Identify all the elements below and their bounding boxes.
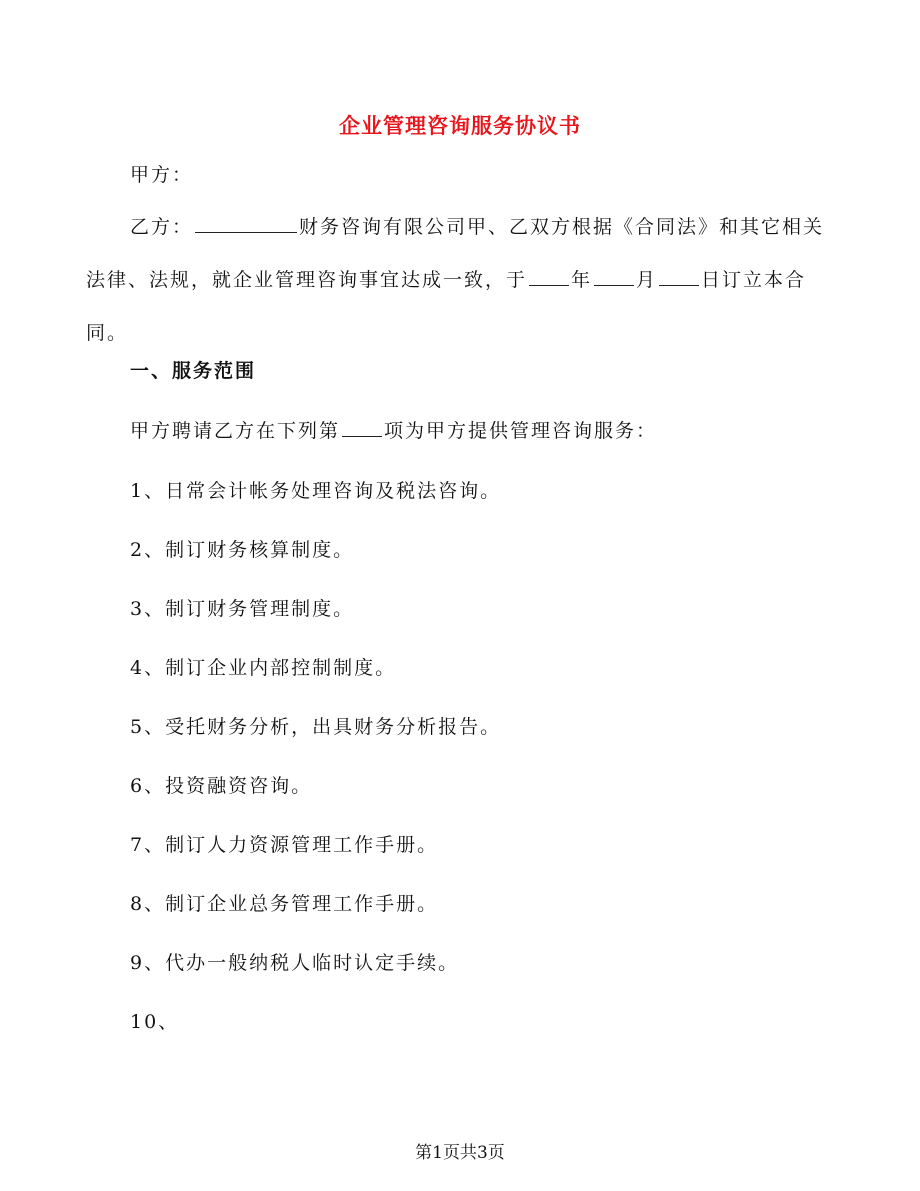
- list-item: 5、受托财务分析，出具财务分析报告。: [130, 716, 502, 738]
- list-item: 2、制订财务核算制度。: [130, 539, 355, 561]
- day-blank: [659, 284, 699, 286]
- document-title: 企业管理咨询服务协议书: [339, 113, 581, 138]
- scope-intro: [130, 416, 657, 443]
- year-blank: [529, 284, 569, 286]
- scope-intro-a: 甲方聘请乙方在下列第: [130, 420, 341, 442]
- party-b-label: 乙方：: [130, 216, 194, 238]
- list-item: 10、: [130, 1011, 180, 1033]
- item-number-blank: [342, 435, 382, 437]
- list-item: 6、投资融资咨询。: [130, 775, 313, 797]
- party-b-text: 财务咨询有限公司甲、乙双方根据《合同法》和其它相关法律、法规，就企业管理咨询事宜达成一致，于: [86, 216, 825, 291]
- list-item: 3、制订财务管理制度。: [130, 598, 355, 620]
- scope-intro-b: 项为甲方提供管理咨询服务：: [384, 420, 658, 442]
- section-heading: 一、服务范围: [130, 360, 257, 382]
- party-b-name-blank: [195, 231, 297, 233]
- month-label: 月: [636, 269, 658, 291]
- page-indicator: 第1页共3页: [415, 1143, 505, 1163]
- list-item: 1、日常会计帐务处理咨询及税法咨询。: [130, 480, 502, 502]
- list-item: 8、制订企业总务管理工作手册。: [130, 893, 439, 915]
- year-label: 年: [571, 269, 593, 291]
- party-a-line: 甲方：: [130, 164, 194, 186]
- list-item: 9、代办一般纳税人临时认定手续。: [130, 952, 460, 974]
- list-item: 7、制订人力资源管理工作手册。: [130, 834, 439, 856]
- date-tail: 日订立本合同。: [86, 269, 807, 344]
- month-blank: [594, 284, 634, 286]
- party-b-paragraph: [86, 201, 836, 360]
- list-item: 4、制订企业内部控制制度。: [130, 657, 397, 679]
